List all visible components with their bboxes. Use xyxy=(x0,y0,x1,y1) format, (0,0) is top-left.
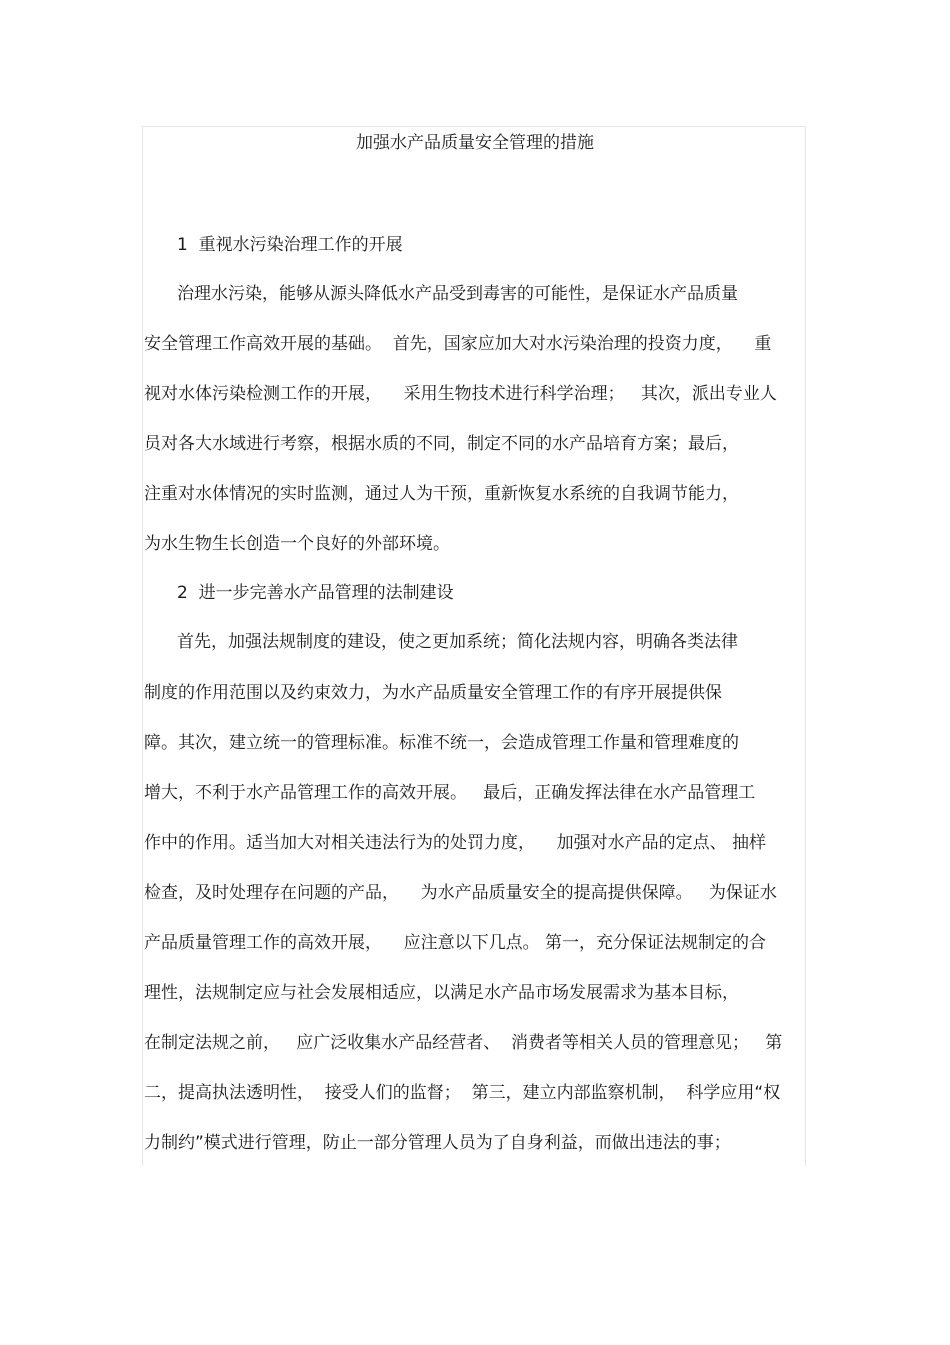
document-title: 加强水产品质量安全管理的措施 xyxy=(356,133,594,153)
paragraph-line: 检查，及时处理存在问题的产品， 为水产品质量安全的提高提供保障。 为保证水 xyxy=(144,883,777,903)
paragraph-line: 治理水污染，能够从源头降低水产品受到毒害的可能性，是保证水产品质量 xyxy=(177,284,738,304)
paragraph-line: 注重对水体情况的实时监测，通过人为干预，重新恢复水系统的自我调节能力， xyxy=(144,484,739,504)
paragraph-line: 产品质量管理工作的高效开展， 应注意以下几点。 第一，充分保证法规制定的合 xyxy=(144,933,767,953)
paragraph-line: 视对水体污染检测工作的开展， 采用生物技术进行科学治理； 其次，派出专业人 xyxy=(144,384,777,404)
paragraph-line: 制度的作用范围以及约束效力，为水产品质量安全管理工作的有序开展提供保 xyxy=(144,683,722,703)
paragraph-line: 理性，法规制定应与社会发展相适应，以满足水产品市场发展需求为基本目标， xyxy=(144,983,739,1003)
paragraph-line: 障。其次，建立统一的管理标准。标准不统一，会造成管理工作量和管理难度的 xyxy=(144,733,739,753)
paragraph-line: 二，提高执法透明性， 接受人们的监督； 第三，建立内部监察机制， 科学应用“权 xyxy=(144,1083,781,1103)
section-heading-1: 1 重视水污染治理工作的开展 xyxy=(177,235,403,255)
paragraph-line: 员对各大水域进行考察，根据水质的不同，制定不同的水产品培育方案；最后， xyxy=(144,434,739,454)
paragraph-line: 为水生物生长创造一个良好的外部环境。 xyxy=(144,534,450,554)
section-heading-2: 2 进一步完善水产品管理的法制建设 xyxy=(177,583,454,603)
paragraph-line: 增大，不利于水产品管理工作的高效开展。 最后，正确发挥法律在水产品管理工 xyxy=(144,783,756,803)
paragraph-line: 力制约”模式进行管理，防止一部分管理人员为了自身利益，而做出违法的事； xyxy=(144,1133,731,1153)
paragraph-line: 安全管理工作高效开展的基础。 首先，国家应加大对水污染治理的投资力度， 重 xyxy=(144,334,772,354)
paragraph-line: 作中的作用。适当加大对相关违法行为的处罚力度， 加强对水产品的定点、 抽样 xyxy=(144,833,767,853)
paragraph-line: 在制定法规之前， 应广泛收集水产品经营者、 消费者等相关人员的管理意见； 第 xyxy=(144,1033,783,1053)
paragraph-line: 首先，加强法规制度的建设，使之更加系统；简化法规内容，明确各类法律 xyxy=(177,632,738,652)
